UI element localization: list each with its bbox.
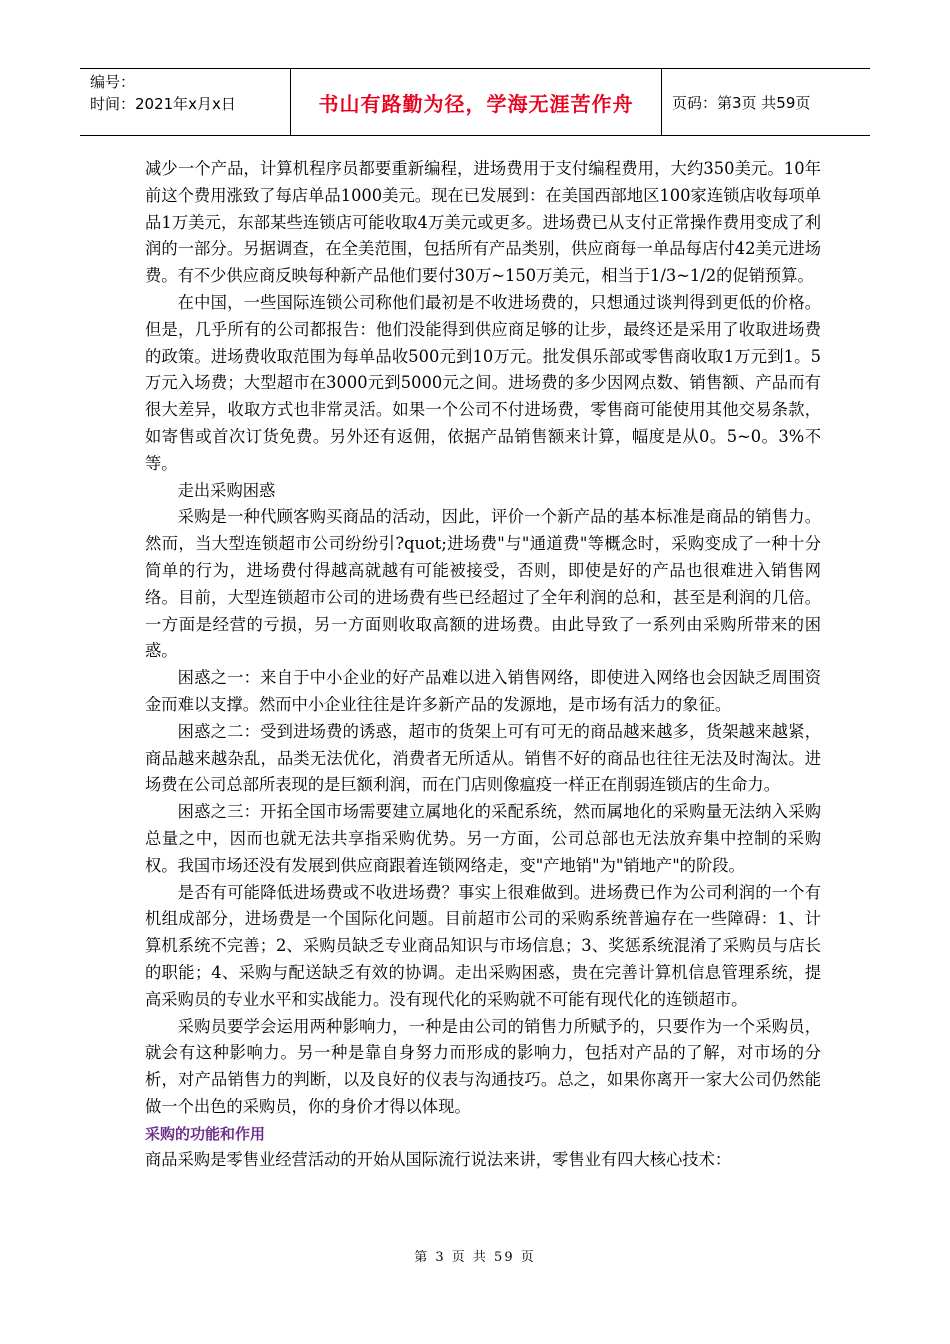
paragraph: 困惑之一：来自于中小企业的好产品难以进入销售网络，即使进入网络也会因缺乏周围资金而难以支撑。然而中小企业往往是许多新产品的发源地，是市场有活力的象征。 bbox=[145, 668, 821, 714]
paragraph: 困惑之二：受到进场费的诱惑，超市的货架上可有可无的商品越来越多，货架越来越紧，商品越来越杂乱，品类无法优化，消费者无所适从。销售不好的商品也往往无法及时淘汰。进场费在公司总部所表现的是巨额利润，而在门店则像瘟疫一样正在削弱连锁店的生命力。 bbox=[145, 721, 821, 795]
section-title: 采购的功能和作用 bbox=[145, 1124, 266, 1143]
page-footer: 第 3 页 共 59 页 bbox=[414, 1250, 536, 1265]
paragraph: 采购是一种代顾客购买商品的活动，因此，评价一个新产品的基本标准是商品的销售力。然而，当大型连锁超市公司纷纷引?quot;进场费"与"通道费"等概念时，采购变成了一种十分简单的行为，进场费付得越高就越有可能被接受，否则，即使是好的产品也很难进入销售网络。目前，大型连锁超市公司的进场费有些已经超过了全年利润的总和，甚至是利润的几倍。一方面是经营的亏损，另一方面则收取高额的进场费。由此导致了一系列由采购所带来的困惑。 bbox=[145, 507, 821, 661]
doc-number-label: 编号： bbox=[90, 73, 136, 91]
page-header bbox=[80, 68, 870, 136]
subheading: 走出采购困惑 bbox=[177, 480, 276, 500]
paragraph: 困惑之三：开拓全国市场需要建立属地化的采配系统，然而属地化的采购量无法纳入采购总量之中，因而也就无法共享指采购优势。另一方面，公司总部也无法放弃集中控制的采购权。我国市场还没有发展到供应商跟着连锁网络走，变"产地销"为"销地产"的阶段。 bbox=[145, 802, 821, 875]
date-label: 时间：2021年x月x日 bbox=[90, 95, 236, 113]
paragraph: 在中国，一些国际连锁公司称他们最初是不收进场费的，只想通过谈判得到更低的价格。但是，几乎所有的公司都报告：他们没能得到供应商足够的让步，最终还是采用了收取进场费的政策。进场费收取范围为每单品收500元到10万元。批发俱乐部或零售商收取1万元到1。5万元入场费；大型超市在3000元到5000元之间。进场费的多少因网点数、销售额、产品而有很大差异，收取方式也非常灵活。如果一个公司不付进场费，零售商可能使用其他交易条款，如寄售或首次订货免费。另外还有返佣，依据产品销售额来计算，幅度是从0。5~0。3%不等。 bbox=[145, 292, 821, 473]
header-meta bbox=[80, 69, 290, 135]
paragraph: 是否有可能降低进场费或不收进场费？事实上很难做到。进场费已作为公司利润的一个有机组成部分，进场费是一个国际化问题。目前超市公司的采购系统普遍存在一些障碍：1、计算机系统不完善；2、采购员缺乏专业商品知识与市场信息；3、奖惩系统混淆了采购员与店长的职能；4、采购与配送缺乏有效的协调。走出采购困惑，贵在完善计算机信息管理系统，提高采购员的专业水平和实战能力。没有现代化的采购就不可能有现代化的连锁超市。 bbox=[145, 882, 821, 1009]
paragraph: 商品采购是零售业经营活动的开始从国际流行说法来讲，零售业有四大核心技术： bbox=[145, 1150, 732, 1170]
header-page-info: 页码：第3页 共59页 bbox=[672, 93, 811, 112]
paragraph: 减少一个产品，计算机程序员都要重新编程，进场费用于支付编程费用，大约350美元。10年前这个费用涨致了每店单品1000美元。现在已发展到：在美国西部地区100家连锁店收每项单品1万美元，东部某些连锁店可能收取4万美元或更多。进场费已从支付正常操作费用变成了利润的一部分。另据调查，在全美范围，包括所有产品类别，供应商每一单品每店付42美元进场费。有不少供应商反映每种新产品他们要付30万~150万美元，相当于1/3~1/2的促销预算。 bbox=[145, 159, 821, 286]
paragraph: 采购员要学会运用两种影响力，一种是由公司的销售力所赋予的，只要作为一个采购员，就会有这种影响力。另一种是靠自身努力而形成的影响力，包括对产品的了解，对市场的分析，对产品销售力的判断，以及良好的仪表与沟通技巧。总之，如果你离开一家大公司仍然能做一个出色的采购员，你的身价才得以体现。 bbox=[145, 1016, 821, 1116]
document-body bbox=[145, 156, 821, 1174]
header-motto: 书山有路勤为径，学海无涯苦作舟 bbox=[290, 69, 662, 135]
